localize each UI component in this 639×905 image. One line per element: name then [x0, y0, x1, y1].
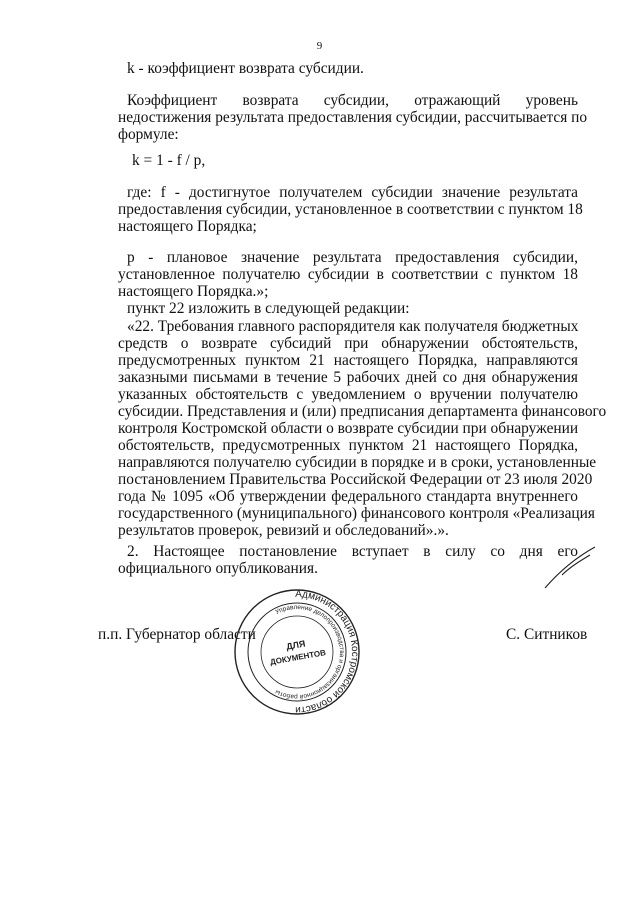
svg-text:Администрация Костромской обла: Администрация Костромской области: [295, 588, 361, 716]
text-line: обстоятельств, предусмотренных пунктом 21 настоящего Порядка,: [118, 437, 578, 454]
text-line: p - плановое значение результата предоставления субсидии,: [127, 249, 578, 266]
text-line: формуле:: [118, 126, 179, 143]
text-line: официального опубликования.: [118, 560, 318, 577]
text-line: средств о возврате субсидий при обнаружении обстоятельств,: [118, 335, 578, 352]
text-line: результатов проверок, ревизий и обследований».».: [118, 522, 449, 539]
text-line: постановлением Правительства Российской Федерации от 23 июля 2020: [118, 471, 593, 488]
text-line: предусмотренных пунктом 21 настоящего Порядка, направляются: [118, 352, 578, 369]
signatory-name: С. Ситников: [506, 626, 588, 643]
text-line: государственного (муниципального) финансового контроля «Реализация: [118, 505, 595, 522]
text-line: установленное получателю субсидии в соответствии с пунктом 18: [118, 266, 578, 283]
text-line: k - коэффициент возврата субсидии.: [127, 60, 364, 77]
text-line: направляются получателю субсидии в порядке и в сроки, установленные: [118, 454, 597, 471]
text-line: года № 1095 «Об утверждении федерального стандарта внутреннего: [118, 488, 578, 505]
svg-text:ДЛЯ: ДЛЯ: [285, 638, 307, 652]
page-number: 9: [316, 40, 323, 52]
formula: k = 1 - f / p,: [132, 152, 206, 169]
text-line: где: f - достигнутое получателем субсидии значение результата: [127, 184, 578, 201]
handwritten-signature: [540, 543, 610, 593]
text-line: указанных обстоятельств с уведомлением о вручении получателю: [118, 386, 578, 403]
text-line: пункт 22 изложить в следующей редакции:: [127, 300, 410, 317]
text-line: настоящего Порядка;: [118, 218, 257, 235]
text-line: «22. Требования главного распорядителя как получателя бюджетных: [127, 318, 579, 335]
signatory-position: п.п. Губернатор области: [98, 626, 256, 643]
svg-text:ДОКУМЕНТОВ: ДОКУМЕНТОВ: [269, 648, 327, 667]
text-line: недостижения результата предоставления субсидии, рассчитывается по: [118, 109, 588, 126]
svg-text:Управление делопроизводства и: Управление делопроизводства и организационной работы: [274, 603, 346, 701]
text-line: предоставления субсидии, установленное в соответствии с пунктом 18: [118, 201, 583, 218]
official-stamp: [233, 588, 361, 716]
text-line: 2. Настоящее постановление вступает в силу со дня его: [127, 543, 578, 560]
text-line: заказными письмами в течение 5 рабочих дней со дня обнаружения: [118, 369, 578, 386]
text-line: контроля Костромской области о возврате субсидии при обнаружении: [118, 420, 579, 437]
text-line: Коэффициент возврата субсидии, отражающий уровень: [127, 92, 578, 109]
text-line: субсидии. Представления и (или) предписания департамента финансового: [118, 403, 607, 420]
text-line: настоящего Порядка.»;: [118, 283, 269, 300]
